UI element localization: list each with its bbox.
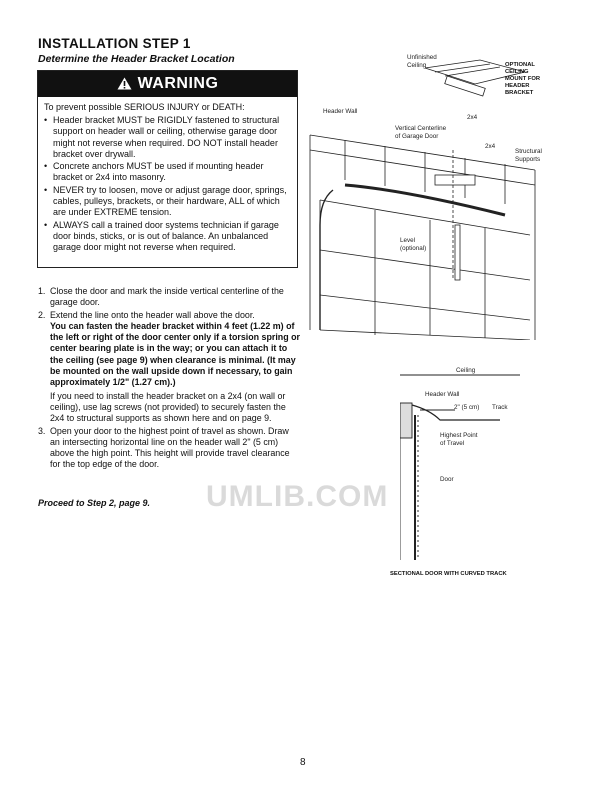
label-highest-point: Highest Point of Travel [440,432,478,447]
step-number: 1. [38,286,46,296]
step-3 [38,426,300,471]
step-2-note: You can fasten the header bracket within 4 feet (1.22 m) of the left or right of the door center only if a torsion spring or center bearing plate is in the way; or you can attach it to the ceiling (see page 9) when clearance is minimal. (It may be mounted on the wall upside down if necessary, to gain approximately 1/2" (1.27 cm).) [50,320,300,388]
step-2 [38,310,300,425]
warning-bullet: • Header bracket MUST be RIGIDLY fastened to structural support on header wall or ceiling, otherwise garage door might not reverse when required. DO NOT install header bracket over drywall. [44,115,292,160]
warning-triangle-icon [117,73,132,99]
label-structural-supports: Structural Supports [515,148,542,163]
instruction-steps [38,286,300,472]
step-1 [38,286,300,309]
warning-bullet: • Concrete anchors MUST be used if mounting header bracket or 2x4 into masonry. [44,161,292,184]
label-optional-ceiling-mount: OPTIONAL CEILING MOUNT FOR HEADER BRACKET [505,62,541,96]
sectional-door-diagram [400,365,530,570]
step-2-extra: If you need to install the header bracket on a 2x4 (on wall or ceiling), use lag screws (not provided) to securely fasten the 2x4 to structural supports as shown here and on page 9. [50,390,286,424]
label-level: Level (optional) [400,237,427,252]
page-title: INSTALLATION STEP 1 [38,36,191,51]
proceed-note: Proceed to Step 2, page 9. [38,498,151,508]
label-2x4: 2x4 [485,143,496,150]
step-text: Extend the line onto the header wall above the door. [50,309,255,320]
step-text: Close the door and mark the inside vertical centerline of the garage door. [50,286,284,308]
warning-intro: To prevent possible SERIOUS INJURY or DEATH: [44,102,245,112]
label-unfinished-ceiling: Unfinished Ceiling [407,54,437,69]
label-2x4-top: 2x4 [467,114,478,121]
warning-title: WARNING [137,75,219,92]
warning-box [37,70,298,268]
label-header-wall: Header Wall [323,108,358,115]
warning-header [38,71,297,97]
warning-list [44,115,292,255]
page-number: 8 [300,757,306,768]
label-track: Track [492,404,508,411]
label-header-wall-side: Header Wall [425,391,460,398]
step-text: Open your door to the highest point of travel as shown. Draw an intersecting horizontal line on the header wall 2" (5 cm) above the high point. This height will provide travel clearance for the top edge of the door. [50,425,290,470]
step-number: 3. [38,425,46,436]
label-clearance: 2" (5 cm) [454,404,480,411]
warning-bullet: • ALWAYS call a trained door systems technician if garage door binds, sticks, or is out of balance. An unbalanced garage door might not reverse when required. [44,220,292,254]
figure-caption: SECTIONAL DOOR WITH CURVED TRACK [390,571,507,577]
watermark-text: UMLIB.COM [206,480,389,513]
label-ceiling: Ceiling [456,367,476,374]
label-door: Door [440,476,454,483]
page-subtitle: Determine the Header Bracket Location [38,53,235,65]
step-number: 2. [38,309,46,320]
warning-bullet: • NEVER try to loosen, move or adjust garage door, springs, cables, pulleys, brackets, or their hardware, ALL of which are under EXTREME tension. [44,185,292,219]
label-vertical-centerline: Vertical Centerline of Garage Door [395,125,447,140]
